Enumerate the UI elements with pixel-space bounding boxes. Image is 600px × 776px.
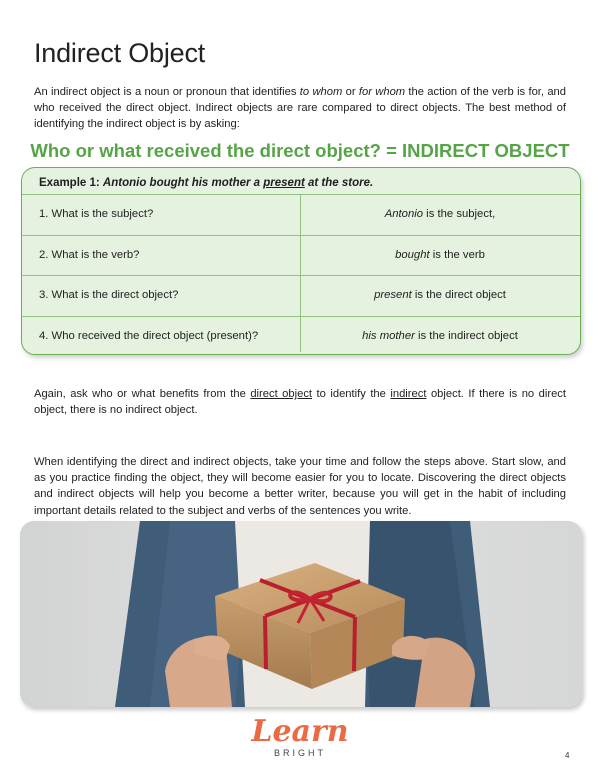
answer-cell: bought is the verb xyxy=(395,248,485,261)
learn-bright-logo xyxy=(0,716,600,758)
answer-cell: present is the direct object xyxy=(374,289,506,301)
answer-cell: his mother is the indirect object xyxy=(362,329,518,342)
question-cell: 3. What is the direct object? xyxy=(39,289,179,301)
gift-photo xyxy=(20,521,582,707)
question-cell: 4. Who received the direct object (present)? xyxy=(39,329,259,342)
example-table xyxy=(22,194,580,356)
table-row xyxy=(22,316,580,357)
example-box xyxy=(21,167,581,355)
key-question-banner: Who or what received the direct object? = INDIRECT OBJECT xyxy=(30,140,570,161)
intro-paragraph: An indirect object is a noun or pronoun that identifies to whom or for whom the action of the verb is for, and who received the direct object. Indirect objects are rare compared to direct objects. The best method of identifying the indirect object is by asking: xyxy=(34,86,566,131)
page-number: 4 xyxy=(565,751,570,760)
question-cell: 1. What is the subject? xyxy=(39,208,154,220)
logo-wordmark: Learn xyxy=(251,714,349,749)
question-cell: 2. What is the verb? xyxy=(39,248,140,261)
table-row xyxy=(22,275,580,316)
logo-subtitle: BRIGHT xyxy=(273,748,326,758)
table-row xyxy=(22,194,580,235)
answer-cell: Antonio is the subject, xyxy=(384,208,496,220)
table-row xyxy=(22,235,580,276)
closing-paragraph: When identifying the direct and indirect objects, take your time and follow the steps above. Start slow, and as you practice finding the object, they will become easier for you to locate. Discovering the direct objects and indirect objects will help you become a better writer, because you will get in the habit of including important details related to the subject and verbs of the sentences you write. xyxy=(34,456,566,517)
page-title: Indirect Object xyxy=(34,38,206,68)
again-paragraph: Again, ask who or what benefits from the direct object to identify the indirect object. If there is no direct object, there is no indirect object. xyxy=(34,388,566,417)
example-heading: Example 1: Antonio bought his mother a present at the store. xyxy=(39,177,374,189)
